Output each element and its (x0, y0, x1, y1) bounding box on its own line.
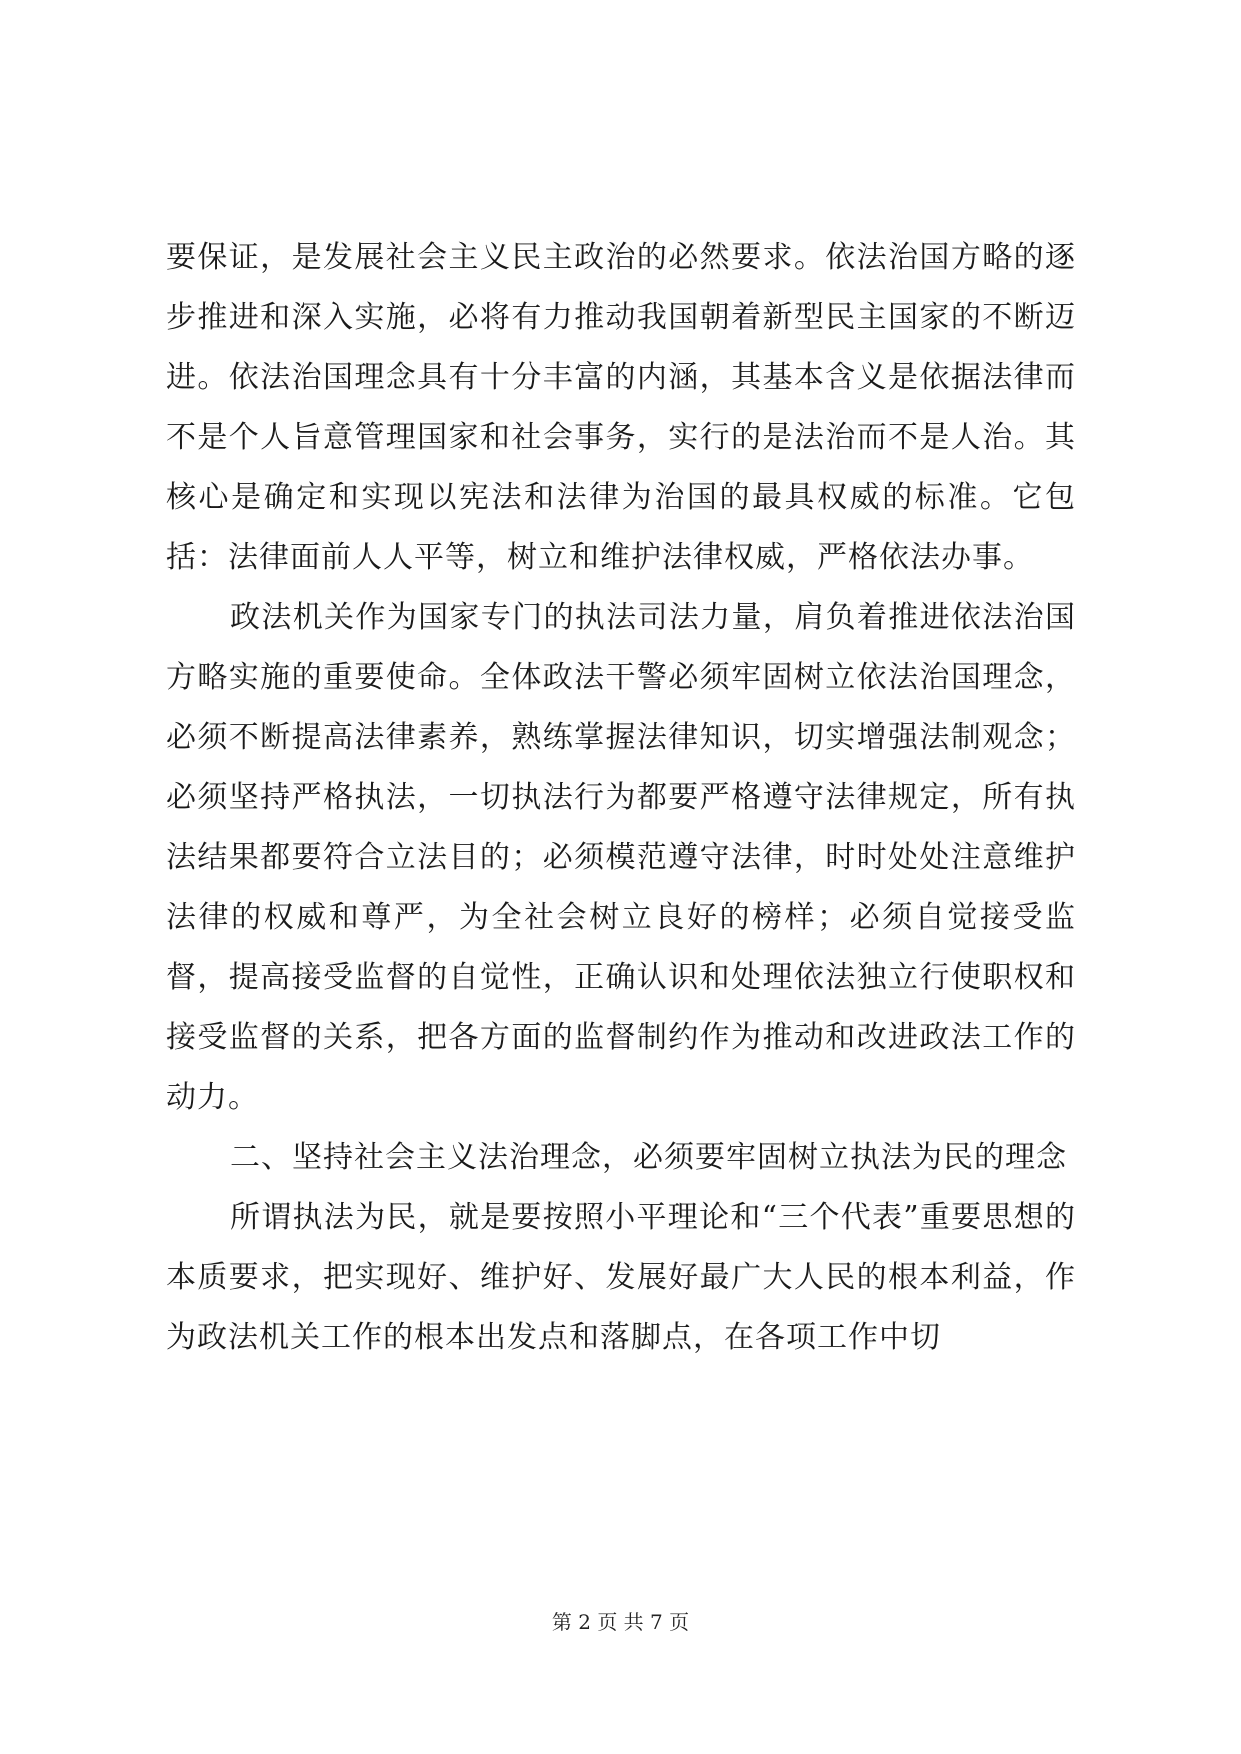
document-body (166, 228, 1076, 1368)
section-heading-2: 二、坚持社会主义法治理念，必须要牢固树立执法为民的理念 (230, 1140, 1067, 1175)
paragraph-3: 所谓执法为民，就是要按照小平理论和“三个代表”重要思想的本质要求，把实现好、维护好、发展好最广大人民的根本利益，作为政法机关工作的根本出发点和落脚点，在各项工作中切 (166, 1200, 1076, 1355)
paragraph-1: 要保证，是发展社会主义民主政治的必然要求。依法治国方略的逐步推进和深入实施，必将有力推动我国朝着新型民主国家的不断迈进。依法治国理念具有十分丰富的内涵，其基本含义是依据法律而不是个人旨意管理国家和社会事务，实行的是法治而不是人治。其核心是确定和实现以宪法和法律为治国的最具权威的标准。它包括：法律面前人人平等，树立和维护法律权威，严格依法办事。 (166, 240, 1076, 575)
page-footer (0, 1608, 1241, 1636)
paragraph-2: 政法机关作为国家专门的执法司法力量，肩负着推进依法治国方略实施的重要使命。全体政法干警必须牢固树立依法治国理念，必须不断提高法律素养，熟练掌握法律知识，切实增强法制观念；必须坚持严格执法，一切执法行为都要严格遵守法律规定，所有执法结果都要符合立法目的；必须模范遵守法律，时时处处注意维护法律的权威和尊严，为全社会树立良好的榜样；必须自觉接受监督，提高接受监督的自觉性，正确认识和处理依法独立行使职权和接受监督的关系，把各方面的监督制约作为推动和改进政法工作的动力。 (166, 600, 1076, 1115)
page-number: 第 2 页 共 7 页 (551, 1610, 690, 1634)
